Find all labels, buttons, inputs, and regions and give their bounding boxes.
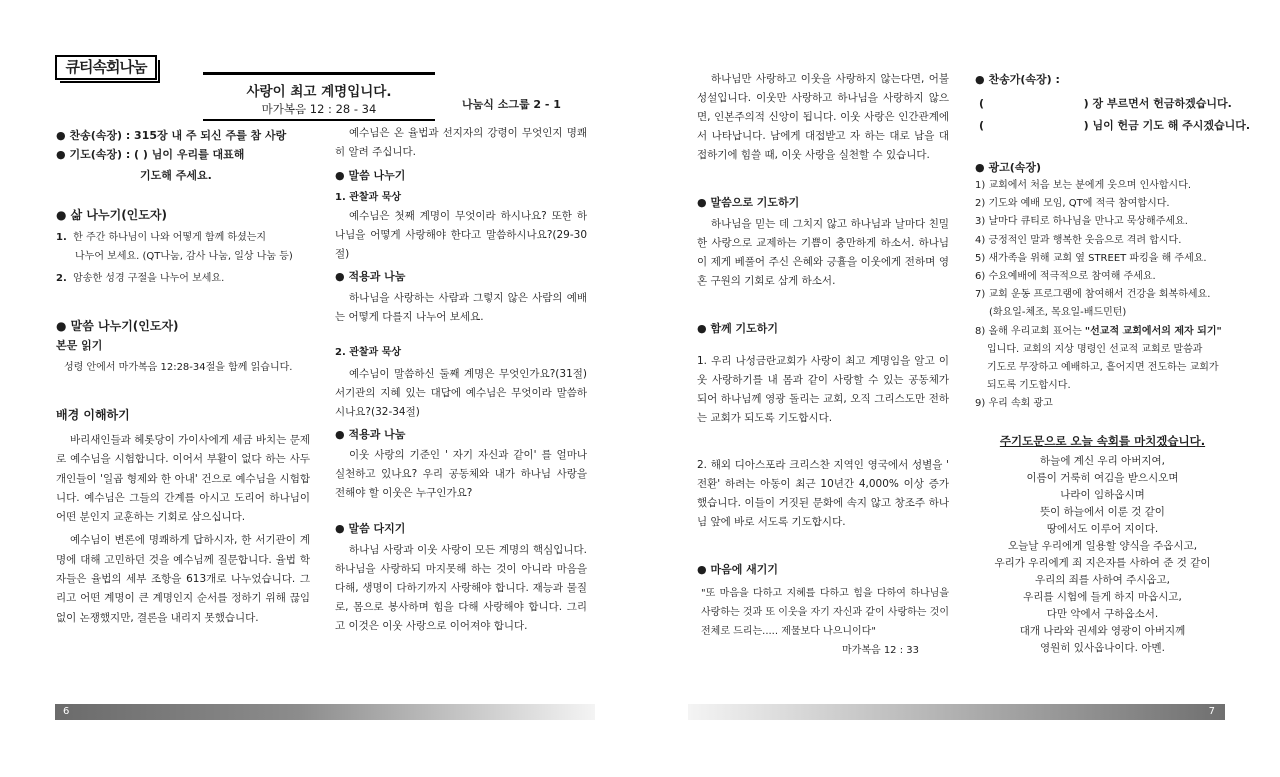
- observe-1-text: 예수님은 첫째 계명이 무엇이라 하시나요? 또한 하나님을 어떻게 사랑해야 한다고 말씀하시나요?(29-30절): [335, 210, 587, 260]
- word-sharing-heading: ● 말씀 나누기(인도자): [56, 317, 310, 336]
- col3-intro: 하나님만 사랑하고 이웃을 사랑하지 않는다면, 어불성설입니다. 이웃만 사랑하고 하나님을 사랑하지 않으면, 인본주의적 신앙이 됩니다. 이웃 사랑은 인간관계에서 나타납니다. 남에게 대접받고 자 하는 대로 남을 대접하기에 힘쓸 때, 이웃 사랑을 실천할 수 있습니다.: [697, 73, 949, 161]
- pray-word-text: 하나님을 믿는 데 그치지 않고 하나님과 날마다 친밀한 사랑으로 교제하는 기쁨이 충만하게 하소서. 하나님이 제게 베풀어 주신 은혜와 긍휼을 이웃에게 전하며 영혼 구원의 기회로 삼게 하소서.: [697, 218, 949, 287]
- closing-heading: 주기도문으로 오늘 속회를 마치겠습니다.: [999, 433, 1206, 448]
- read-text: 성령 안에서 마가복음 12:28-34절을 함께 읽습니다.: [64, 362, 293, 373]
- announcement-item-8-line-3: 기도로 무장하고 예배하고, 흩어지면 전도하는 교회가: [987, 362, 1219, 374]
- announcement-item: 1) 교회에서 처음 보는 분에게 웃으며 인사합시다.: [975, 180, 1192, 191]
- lords-prayer: [975, 453, 1230, 657]
- column-1: [56, 126, 310, 628]
- memory-heading: ● 마음에 새기기: [697, 560, 949, 579]
- offering-hymn-line-1: ( ) 장 부르면서 헌금하겠습니다.: [979, 97, 1232, 110]
- memory-verse: "또 마음을 다하고 지혜를 다하고 힘을 다하여 하나님을 사랑하는 것과 또 이웃을 자기 자신과 같이 사랑하는 것이 전체로 드리는..... 제물보다 나으니이다": [701, 588, 949, 637]
- apply-2-text: 이웃 사랑의 기준인 ' 자기 자신과 같이' 를 얼마나 실천하고 있나요? 우리 공동체와 내가 하나님 사랑을 전해야 할 이웃은 누구인가요?: [335, 449, 587, 499]
- life-item-1b: 나누어 보세요. (QT나눔, 감사 나눔, 일상 나눔 등): [75, 251, 293, 262]
- offering-hymn-line-2: ( ) 님이 헌금 기도 해 주시겠습니다.: [979, 119, 1251, 132]
- announcement-item: 9) 우리 속회 광고: [975, 398, 1053, 410]
- prayer-line: 영원히 있사옵나이다. 아멘.: [1040, 641, 1165, 654]
- resolve-heading: ● 말씀 다지기: [335, 519, 587, 538]
- memory-reference: 마가복음 12 : 33: [842, 645, 919, 656]
- group-label: 나눔식 소그룹 2 - 1: [462, 98, 561, 111]
- apply-2-heading: ● 적용과 나눔: [335, 425, 587, 444]
- prayer-line: 이름이 거룩히 여김을 받으시오며: [1026, 471, 1179, 484]
- observe-2-heading: 2. 관찰과 묵상: [335, 347, 402, 358]
- background-paragraph-1: 바리새인들과 헤롯당이 가이사에게 세금 바치는 문제로 예수님을 시험합니다. 이어서 부활이 없다 하는 사두개인들이 '일곱 형제와 한 아내' 건으로 예수님을 시험합니다. 예수님은 그들의 간계를 아시고 도리어 하나님이 어떤 분인지 교훈하는 기회로 삼으십니다.: [56, 434, 310, 524]
- prayer-line: 오늘날 우리에게 일용할 양식을 주옵시고,: [1007, 539, 1198, 552]
- prayer-line: ● 기도(속장) : ( ) 님이 우리를 대표해: [56, 145, 310, 164]
- hymn-line: ● 찬송(속장) : 315장 내 주 되신 주를 참 사랑: [56, 126, 310, 145]
- resolve-text: 하나님 사랑과 이웃 사랑이 모든 계명의 핵심입니다. 하나님을 사랑하되 마지못해 하는 것이 아니라 마음을 다해, 생명이 다하기까지 사랑해야 합니다. 재능과 물질로, 몸으로 봉사하며 힘을 다해 사랑해야 합니다. 그리고 이것은 이웃 사랑으로 이어져야 합니다.: [335, 544, 587, 632]
- share-heading: ● 말씀 나누기: [335, 166, 587, 185]
- life-item-2-text: 암송한 성경 구절을 나누어 보세요.: [73, 273, 225, 284]
- announcement-item: 5) 새가족을 위해 교회 옆 STREET 파킹을 해 주세요.: [975, 252, 1207, 264]
- together-heading: ● 함께 기도하기: [697, 319, 949, 338]
- column-3: [697, 70, 949, 660]
- announcements-list: [975, 177, 1230, 414]
- background-paragraph-2: 예수님이 변론에 명쾌하게 답하시자, 한 서기관이 계명에 대해 고민하던 것을 예수님께 질문합니다. 율법 학자들은 율법의 세부 조항을 613개로 나누었습니다. 그리고 어떤 계명이 큰 계명인지 순서를 정하기 위해 끊임없이 논쟁했지만, 결론을 내리지 못했습니다.: [56, 534, 310, 624]
- left-page-number: 6: [63, 706, 70, 717]
- announcement-item-8-line-2: 입니다. 교회의 지상 명령인 선교적 교회로 말씀과: [987, 343, 1203, 355]
- life-sharing-heading: ● 삶 나누기(인도자): [56, 206, 310, 225]
- offering-hymn-heading: ● 찬송가(속장) :: [975, 70, 1230, 89]
- observe-2-text: 예수님이 말씀하신 둘째 계명은 무엇인가요?(31절) 서기관의 지혜 있는 대답에 예수님은 무엇이라 말씀하시나요?(32-34절): [335, 368, 587, 418]
- motto: "선교적 교회에서의 제자 되기": [1084, 325, 1222, 337]
- title-block: [203, 72, 435, 121]
- announcement-item-8: [975, 323, 1230, 341]
- together-item-1: 1. 우리 나성금란교회가 사랑이 최고 계명임을 알고 이웃 사랑하기를 내 몸과 같이 사랑할 수 있는 공동체가 되어 하나님께 영광 돌리는 교회, 오직 그리스도만 전하는 교회가 되도록 기도합시다.: [697, 355, 949, 424]
- prayer-line: 우리의 죄를 사하여 주시옵고,: [1034, 573, 1171, 586]
- page-title: 사랑이 최고 계명입니다.: [246, 84, 392, 100]
- announcement-item: 6) 수요예배에 적극적으로 참여해 주세요.: [975, 271, 1156, 283]
- prayer-line: 나라이 임하옵시며: [1060, 488, 1145, 501]
- announcement-item: 2) 기도와 예배 모임, QT에 적극 참여합시다.: [975, 198, 1170, 210]
- col2-intro: 예수님은 온 율법과 선지자의 강령이 무엇인지 명쾌히 알려 주십니다.: [335, 127, 587, 158]
- logo: 큐티속회나눔: [55, 55, 157, 80]
- prayer-line: 우리를 시험에 들게 하지 마옵시고,: [1023, 590, 1182, 603]
- announcement-item: 7) 교회 운동 프로그램에 참여해서 건강을 회복하세요.: [975, 289, 1211, 301]
- observe-1-heading: 1. 관찰과 묵상: [335, 192, 402, 203]
- column-4: [975, 70, 1251, 657]
- right-footer-bar: [688, 704, 1225, 720]
- prayer-line: 하늘에 계신 우리 아버지여,: [1040, 454, 1165, 467]
- announcements-heading: ● 광고(속장): [975, 158, 1230, 177]
- together-item-2: 2. 해외 디아스포라 크리스찬 지역인 영국에서 성별을 ' 전환' 하려는 아동이 최근 10년간 4,000% 이상 증가했습니다. 이들이 거짓된 문화에 속지 않고 창조주 하나님 앞에 바로 서도록 기도합시다.: [697, 459, 949, 528]
- right-page-number: 7: [1208, 706, 1215, 717]
- life-item-1-text: 한 주간 하나님이 나와 어떻게 함께 하셨는지: [73, 232, 267, 243]
- announcement-item: 4) 긍정적인 말과 행복한 웃음으로 격려 합시다.: [975, 234, 1182, 246]
- read-heading: 본문 읽기: [56, 339, 103, 352]
- scripture-reference: 마가복음 12 : 28 - 34: [261, 102, 377, 116]
- title-top-rule: [203, 72, 435, 75]
- life-item-1: 1. 한 주간 하나님이 나와 어떻게 함께 하셨는지: [56, 232, 267, 243]
- prayer-line-2: 기도해 주세요.: [140, 169, 212, 182]
- prayer-line: 다만 악에서 구하옵소서.: [1046, 607, 1159, 620]
- announcement-item: (화요일-체조, 목요일-배드민턴): [989, 307, 1127, 319]
- title-bottom-rule: [203, 119, 435, 121]
- life-item-2: 2. 암송한 성경 구절을 나누어 보세요.: [56, 273, 225, 284]
- background-heading: 배경 이해하기: [56, 408, 130, 422]
- left-footer-bar: [55, 704, 595, 720]
- announcement-item: 3) 날마다 큐티로 하나님을 만나고 묵상해주세요.: [975, 216, 1188, 228]
- prayer-line: 땅에서도 이루어 지이다.: [1046, 522, 1159, 535]
- motto-lead: 8) 올해 우리교회 표어는: [975, 325, 1085, 337]
- prayer-line: 대개 나라와 권세와 영광이 아버지께: [1019, 624, 1186, 637]
- prayer-line: 뜻이 하늘에서 이룬 것 같이: [1040, 505, 1165, 518]
- pray-word-heading: ● 말씀으로 기도하기: [697, 193, 949, 212]
- announcement-item-8-line-4: 되도록 기도합시다.: [987, 380, 1071, 392]
- column-2: [335, 124, 587, 636]
- apply-1-text: 하나님을 사랑하는 사람과 그렇지 않은 사람의 예배는 어떻게 다를지 나누어 보세요.: [335, 292, 587, 323]
- prayer-line: 우리가 우리에게 죄 지은자를 사하여 준 것 같이: [994, 556, 1211, 569]
- apply-1-heading: ● 적용과 나눔: [335, 267, 587, 286]
